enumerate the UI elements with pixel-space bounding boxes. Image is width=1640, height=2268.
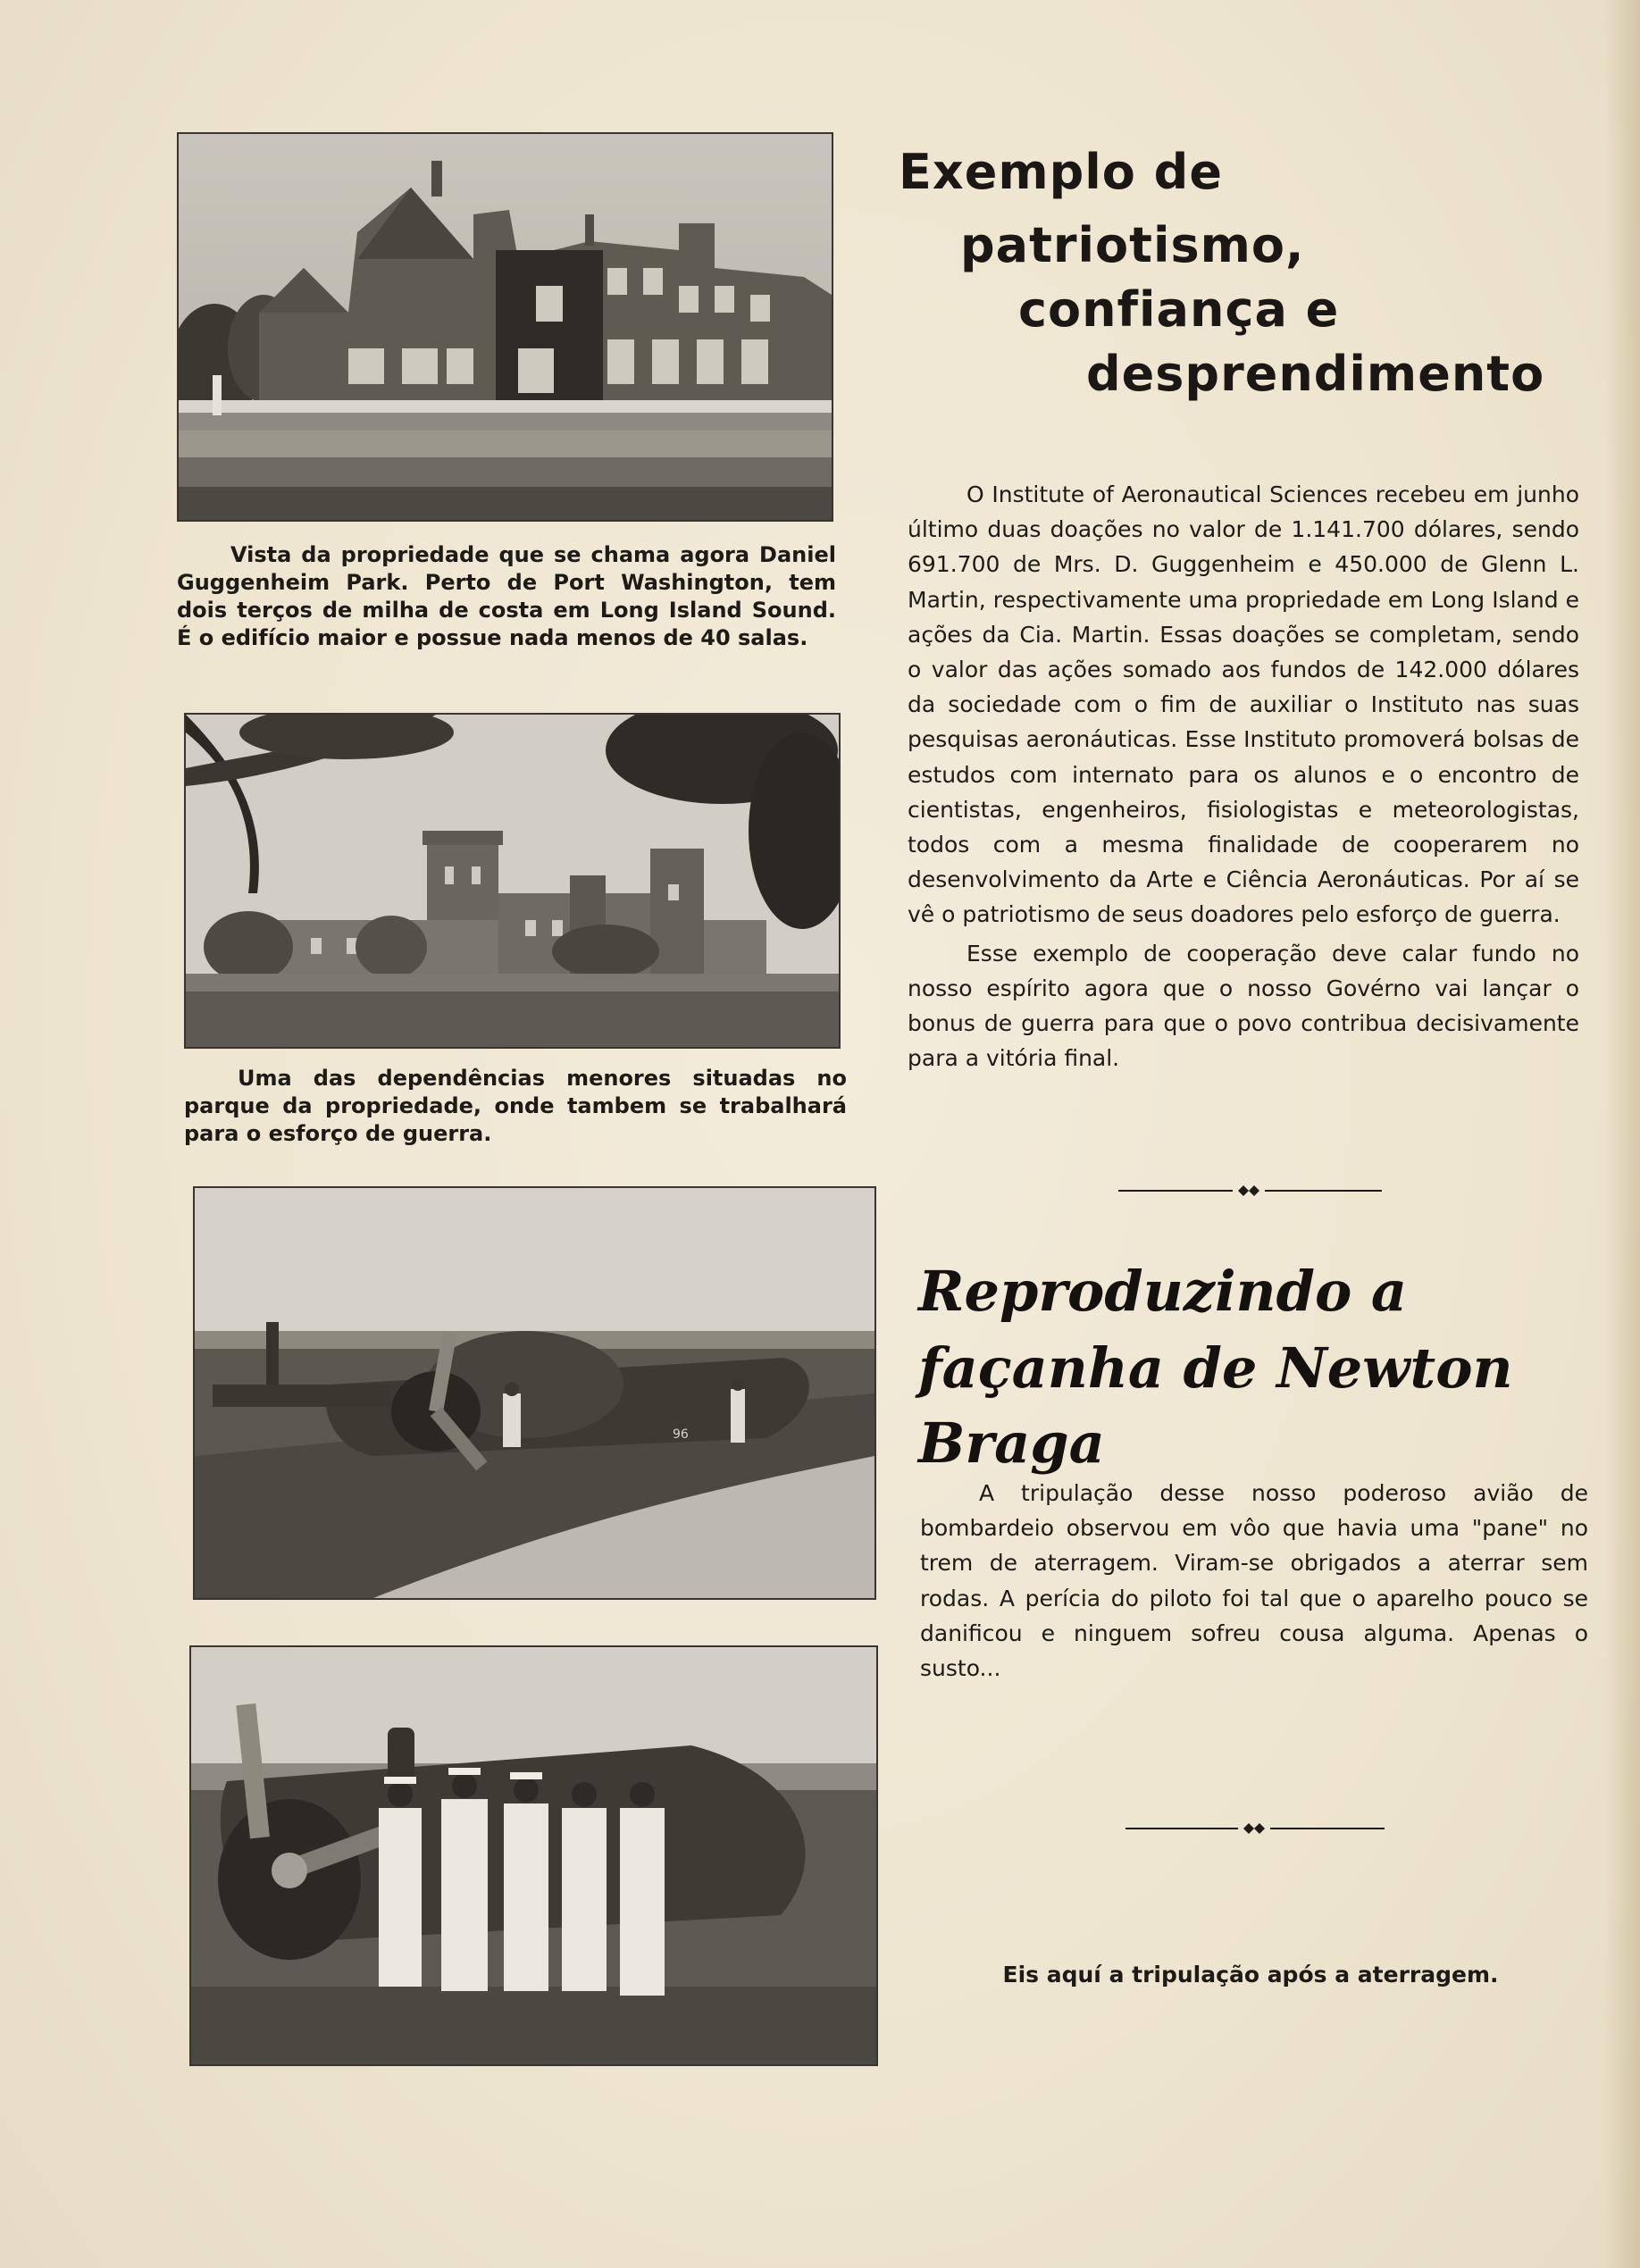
article2-title-line-2: façanha de Newton Braga	[918, 1335, 1513, 1476]
headline-line-1: Exemplo de	[899, 144, 1223, 200]
ornament-divider-2	[1125, 1820, 1385, 1837]
article2-title-line-1: Reproduzindo a	[918, 1259, 1408, 1324]
plane-marking: 96	[673, 1427, 689, 1442]
ornament-divider-1	[1118, 1182, 1382, 1200]
headline-line-4: desprendimento	[1086, 346, 1545, 402]
article2-body	[920, 1476, 1588, 1686]
article1-body	[908, 477, 1579, 1075]
photo-mansion	[177, 132, 833, 522]
headline-line-2: patriotismo,	[960, 217, 1305, 273]
photo-plane-landing	[193, 1186, 876, 1600]
article2-paragraph: A tripulação desse nosso poderoso avião de bombardeio observou em vôo que havia uma "pane" no trem de aterragem. Viram-se obrigados a aterrar sem rodas. A perícia do piloto foi tal que o aparelho pouco se danificou e ninguem sofreu cousa alguma. Apenas o susto...	[920, 1480, 1588, 1682]
article1-paragraph-1: O Institute of Aeronautical Sciences recebeu em junho último duas doações no valor de 1.141.700 dólares, sendo 691.700 de Mrs. D. Guggenheim e 450.000 de Glenn L. Martin, respectivamente uma propriedade em Long Island e ações da Cia. Martin. Essas doações se completam, sendo o valor das ações somado aos fundos de 142.000 dólares da sociedade com o fim de auxiliar o Instituto nas suas pesquisas aeronáuticas. Esse Instituto promoverá bolsas de estudos com internato para os alunos e o encontro de cientistas, engenheiros, fisiologistas e meteorologistas, todos com a mesma finalidade de cooperarem no desenvolvimento da Arte e Ciência Aeronáuticas. Por aí se vê o patriotismo de seus doadores pelo esforço de guerra.	[908, 481, 1579, 928]
article1-paragraph-2: Esse exemplo de cooperação deve calar fundo no nosso espírito agora que o nosso Govérno vai lançar o bonus de guerra para que o povo contribua decisivamente para a vitória final.	[908, 940, 1579, 1072]
photo-crew	[189, 1645, 878, 2066]
photo2-caption: Uma das dependências menores situadas no parque da propriedade, onde tambem se trabalhará para o esforço de guerra.	[184, 1066, 847, 1146]
photo-castle	[184, 713, 841, 1049]
headline-line-3: confiança e	[1018, 281, 1340, 338]
photo4-caption: Eis aquí a tripulação após a aterragem.	[1002, 1962, 1499, 1988]
photo1-caption: Vista da propriedade que se chama agora Daniel Guggenheim Park. Perto de Port Washington, tem dois terços de milha de costa em Long Island Sound. É o edifício maior e possue nada menos de 40 salas.	[177, 542, 836, 650]
page-edge-shadow	[1604, 0, 1640, 2268]
